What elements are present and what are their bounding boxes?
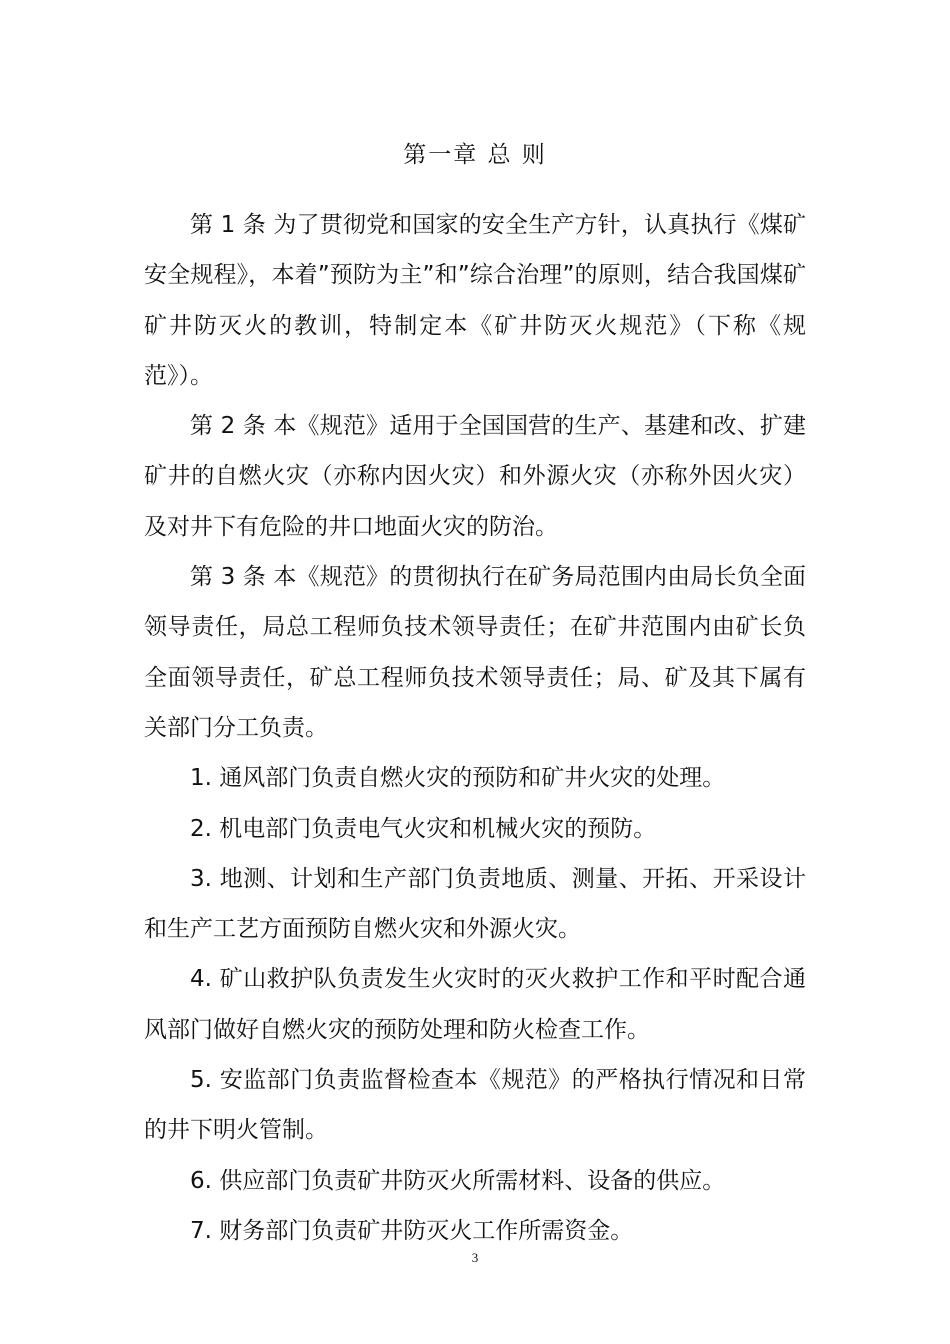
list-item-finance: 7. 财务部门负责矿井防灭火工作所需资金。 [190,1217,634,1244]
list-item-safety-supervision: 5. 安监部门负责监督检查本《规范》的严格执行情况和日常的井下明火管制。 [144,1067,806,1144]
list-item-rescue-team: 4. 矿山救护队负责发生火灾时的灭火救护工作和平时配合通风部门做好自燃火灾的预防处理和防火检查工作。 [144,966,806,1043]
list-item-ventilation: 1. 通风部门负责自燃火灾的预防和矿井火灾的处理。 [190,765,726,792]
list-item-electromechanical: 2. 机电部门负责电气火灾和机械火灾的预防。 [190,815,657,842]
chapter-title: 第一章 总 则 [403,142,547,168]
article-3: 第 3 条 本《规范》的贯彻执行在矿务局范围内由局长负全面领导责任，局总工程师负技术领导责任；在矿井范围内由矿长负全面领导责任，矿总工程师负技术领导责任；局、矿及其下属有关部门分工负责。 [144,564,806,741]
article-1: 第 1 条 为了贯彻党和国家的安全生产方针，认真执行《煤矿安全规程》，本着”预防为主”和”综合治理”的原则，结合我国煤矿矿井防灭火的教训，特制定本《矿井防灭火规范》（下称《规范》）。 [144,212,806,389]
body-text [144,200,806,1256]
list-item-supply: 6. 供应部门负责矿井防灭火所需材料、设备的供应。 [190,1167,726,1194]
list-item-survey-planning: 3. 地测、计划和生产部门负责地质、测量、开拓、开采设计和生产工艺方面预防自燃火灾和外源火灾。 [144,865,806,943]
page-number: 3 [471,1250,479,1265]
article-2: 第 2 条 本《规范》适用于全国国营的生产、基建和改、扩建矿井的自燃火灾（亦称内因火灾）和外源火灾（亦称外因火灾）及对井下有危险的井口地面火灾的防治。 [144,413,806,540]
